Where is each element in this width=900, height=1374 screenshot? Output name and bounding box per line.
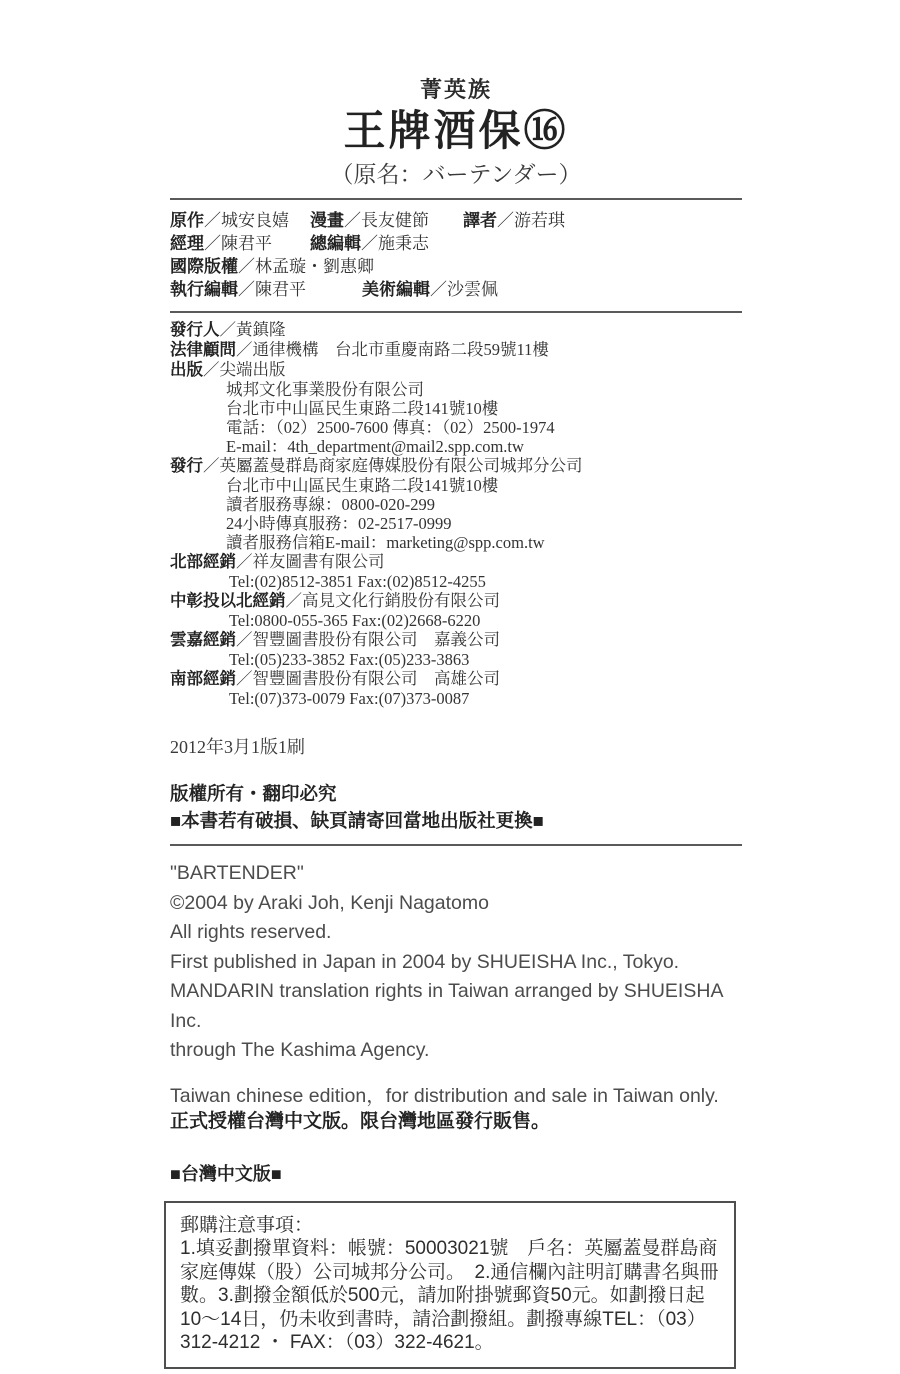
taiwan-edition-label: ■台灣中文版■ [170, 1163, 282, 1184]
credit-item [170, 209, 310, 232]
publishing-text: Tel:(02)8512-3851 Fax:(02)8512-4255 [229, 572, 486, 591]
mail-order-line: 1.填妥劃撥單資料：帳號：50003021號 戶名：英屬蓋曼群島商 [180, 1238, 718, 1259]
publishing-line [170, 399, 742, 418]
damaged-copy-notice: ■本書若有破損、缺頁請寄回當地出版社更換■ [170, 810, 544, 831]
publishing-text: ／黃鎮隆 [219, 320, 286, 339]
credit-label: 原作 [170, 211, 204, 230]
credit-label: 總編輯 [310, 234, 361, 253]
english-line: "BARTENDER" [170, 862, 304, 884]
publishing-label: 中彰投以北經銷 [170, 592, 286, 610]
publishing-text: 讀者服務信箱E-mail：marketing@spp.com.tw [226, 533, 545, 552]
credits-row [170, 209, 742, 232]
english-line: MANDARIN translation rights in Taiwan arranged by SHUEISHA Inc. [170, 980, 723, 1032]
publishing-label: 北部經銷 [170, 553, 236, 571]
publishing-line [170, 572, 742, 591]
mail-order-line: 312-4212 ・ FAX：（03）322-4621。 [180, 1332, 494, 1353]
publishing-label: 出版 [170, 361, 203, 379]
credit-item [310, 232, 429, 255]
series-label: 菁英族 [419, 77, 492, 102]
mail-order-line: 10～14日，仍未收到書時，請洽劃撥組。劃撥專線TEL：（03） [180, 1308, 706, 1330]
divider-credits [170, 311, 742, 313]
credit-item [310, 209, 463, 232]
english-line: First published in Japan in 2004 by SHUEISHA Inc., Tokyo. [170, 950, 680, 973]
credit-value: ／林孟璇・劉惠卿 [238, 257, 374, 276]
publishing-text: Tel:(07)373-0079 Fax:(07)373-0087 [229, 689, 470, 708]
credit-label: 國際版權 [170, 257, 238, 276]
publishing-text: ／英屬蓋曼群島商家庭傳媒股份有限公司城邦分公司 [203, 456, 583, 475]
publishing-line [170, 689, 742, 708]
publishing-text: 讀者服務專線：0800-020-299 [226, 495, 435, 514]
publishing-line [170, 630, 742, 650]
publishing-label: 法律顧問 [170, 341, 236, 359]
publishing-text: ／智豐圖書股份有限公司 高雄公司 [236, 669, 500, 688]
credit-value: ／游若琪 [497, 211, 565, 230]
publishing-line [170, 340, 742, 360]
credit-label: 美術編輯 [362, 280, 430, 299]
credit-value: ／長友健節 [344, 211, 429, 230]
publishing-block [170, 320, 742, 708]
credit-item [463, 209, 565, 232]
english-line: All rights reserved. [170, 921, 332, 943]
publishing-text: ／高見文化行銷股份有限公司 [285, 591, 500, 610]
publishing-line [170, 456, 742, 476]
credits-row [170, 232, 742, 255]
credit-item [170, 278, 362, 301]
publishing-text: Tel:(05)233-3852 Fax:(05)233-3863 [229, 650, 470, 669]
publishing-line [170, 360, 742, 380]
credit-label: 漫畫 [310, 211, 344, 230]
credit-item [362, 278, 498, 301]
publishing-text: Tel:0800-055-365 Fax:(02)2668-6220 [229, 611, 481, 630]
credits-row [170, 255, 742, 278]
publishing-text: E-mail：4th_department@mail2.spp.com.tw [226, 437, 524, 456]
credits-row [170, 278, 742, 301]
credit-value: ／陳君平 [204, 234, 272, 253]
publishing-line [170, 320, 742, 340]
publishing-line [170, 437, 742, 456]
publishing-label: 南部經銷 [170, 670, 236, 688]
credit-item [170, 232, 310, 255]
publishing-line [170, 476, 742, 495]
mail-order-line: 家庭傳媒（股）公司城邦分公司。 2.通信欄內註明訂購書名與冊 [180, 1261, 719, 1283]
credit-label: 執行編輯 [170, 280, 238, 299]
publishing-line [170, 418, 742, 437]
publishing-text: 電話：（02）2500-7600 傳真：（02）2500-1974 [226, 418, 555, 437]
copyright-block [170, 780, 742, 834]
publishing-line [170, 591, 742, 611]
publishing-line [170, 611, 742, 630]
publishing-line [170, 380, 742, 399]
publishing-text: ／智豐圖書股份有限公司 嘉義公司 [236, 630, 500, 649]
publishing-text: 台北市中山區民生東路二段141號10樓 [226, 399, 499, 418]
page-content [170, 0, 742, 1369]
credit-label: 經理 [170, 234, 204, 253]
original-title: （原名：バーテンダー） [330, 162, 582, 187]
publishing-text: ／通律機構 台北市重慶南路二段59號11樓 [236, 340, 549, 359]
mail-order-line: 數。3.劃撥金額低於500元，請加附掛號郵資50元。如劃撥日起 [180, 1285, 705, 1306]
print-date: 2012年3月1版1刷 [170, 737, 305, 757]
publishing-text: ／祥友圖書有限公司 [236, 552, 385, 571]
publishing-label: 發行人 [170, 321, 220, 339]
mail-order-box [164, 1201, 736, 1369]
publishing-line [170, 514, 742, 533]
publishing-line [170, 495, 742, 514]
publishing-label: 雲嘉經銷 [170, 631, 236, 649]
credit-label: 譯者 [463, 211, 497, 230]
publishing-line [170, 533, 742, 552]
credit-value: ／陳君平 [238, 280, 306, 299]
credit-value: ／城安良嬉 [204, 211, 289, 230]
credit-value: ／沙雲佩 [430, 280, 498, 299]
english-line: through The Kashima Agency. [170, 1039, 430, 1061]
publishing-text: 台北市中山區民生東路二段141號10樓 [226, 476, 499, 495]
publishing-line [170, 669, 742, 689]
publishing-text: 城邦文化事業股份有限公司 [226, 380, 424, 399]
english-rights-block [170, 859, 742, 1066]
taiwan-edition-english: Taiwan chinese edition，for distribution and sale in Taiwan only. [170, 1084, 719, 1107]
taiwan-edition-chinese: 正式授權台灣中文版。限台灣地區發行販售。 [170, 1110, 551, 1132]
book-title: 王牌酒保⑯ [343, 107, 569, 154]
publishing-label: 發行 [170, 457, 203, 475]
credits-block [170, 200, 742, 309]
mail-order-line: 郵購注意事項： [180, 1214, 314, 1236]
credit-value: ／施秉志 [361, 234, 429, 253]
copyright-notice: 版權所有・翻印必究 [170, 783, 337, 804]
publishing-line [170, 650, 742, 669]
publishing-text: 24小時傳真服務：02-2517-0999 [226, 514, 452, 533]
publishing-line [170, 552, 742, 572]
english-line: ©2004 by Araki Joh, Kenji Nagatomo [170, 891, 489, 914]
publishing-text: ／尖端出版 [203, 360, 286, 379]
credit-item [170, 255, 374, 278]
divider-copyright [170, 844, 742, 846]
